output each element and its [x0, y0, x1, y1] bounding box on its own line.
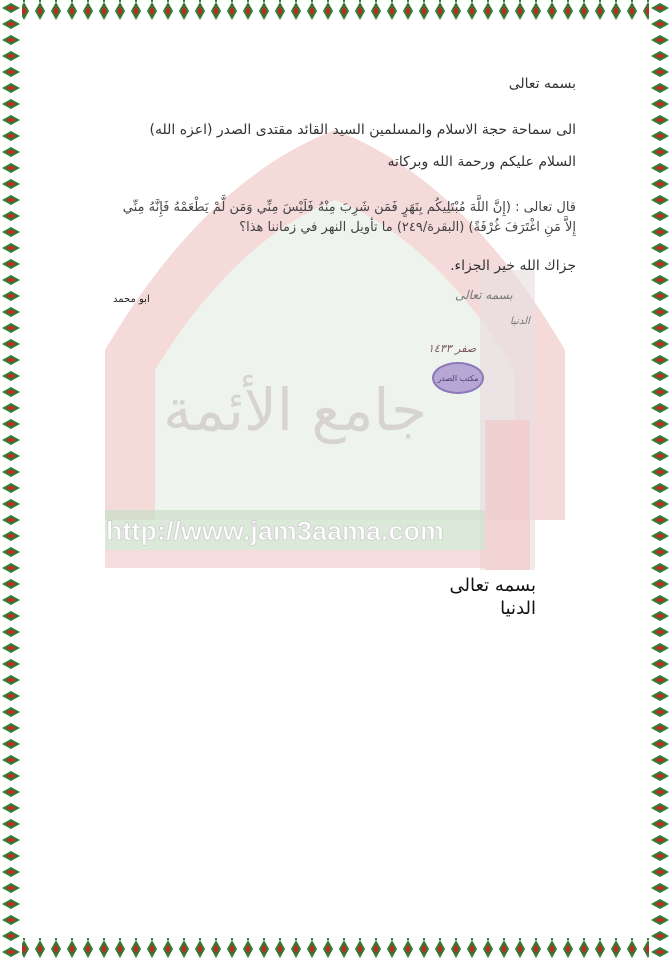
decorative-border-left: [0, 0, 22, 960]
sender-name: ابو محمد: [113, 294, 150, 305]
addressee-line: الى سماحة حجة الاسلام والمسلمين السيد القائد مقتدى الصدر (اعزه الله): [149, 122, 576, 138]
watermark-url: http://www.jam3aama.com: [105, 516, 445, 546]
watermark-logo: [85, 120, 605, 580]
stamp-text: مكتب الصدر: [437, 373, 479, 383]
closing-line: جزاك الله خير الجزاء.: [450, 258, 576, 274]
question-paragraph: [106, 198, 576, 238]
handwritten-date: صفر ١٤٣٣: [428, 342, 477, 355]
greeting-line: السلام عليكم ورحمة الله وبركاته: [387, 154, 576, 170]
official-stamp: [432, 362, 484, 394]
typed-reply-line1: بسمه تعالى: [449, 575, 536, 596]
decorative-border-right: [649, 0, 671, 960]
question-line-2: إِلاَّ مَنِ اغْتَرَفَ غُرْفَةً) (البقرة/٢٤٩) ما تأويل النهر في زماننا هذا؟: [239, 220, 576, 235]
question-line-1: قال تعالى : (إِنَّ اللَّهَ مُبْتَلِيكُم بِنَهَرٍ فَمَن شَرِبَ مِنْهُ فَلَيْسَ مِنِّي وَمَن لَّمْ يَطْعَمْهُ فَإِنَّهُ مِنِّي: [122, 200, 576, 215]
watermark-logo-text: جامع الأئمة: [163, 376, 427, 444]
decorative-border-bottom: [0, 938, 671, 960]
salutation: بسمه تعالى: [508, 76, 576, 92]
typed-reply-line2: الدنيا: [500, 598, 536, 619]
handwritten-signature-line1: بسمه تعالى: [455, 288, 513, 302]
handwritten-signature-line2: الدنيا: [510, 316, 530, 327]
decorative-border-top: [0, 0, 671, 22]
